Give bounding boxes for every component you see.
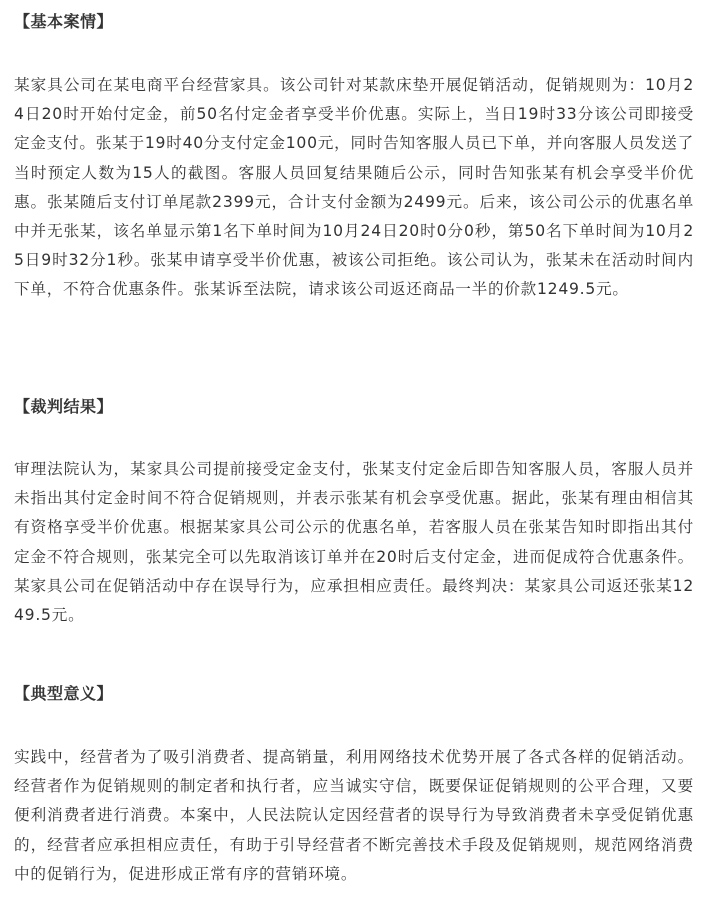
section-heading-significance: 【典型意义】 <box>14 684 114 703</box>
section-heading-basic-facts: 【基本案情】 <box>14 12 114 31</box>
section-heading-judgment: 【裁判结果】 <box>14 397 114 416</box>
section-body-basic-facts: 某家具公司在某电商平台经营家具。该公司针对某款床垫开展促销活动，促销规则为：10月24日20时开始付定金，前50名付定金者享受半价优惠。实际上，当日19时33分该公司即接受定金支付。张某于19时40分支付定金100元，同时告知客服人员已下单，并向客服人员发送了当时预定人数为15人的截图。客服人员回复结果随后公示，同时告知张某有机会享受半价优惠。张某随后支付订单尾款2399元，合计支付金额为2499元。后来，该公司公示的优惠名单中并无张某，该名单显示第1名下单时间为10月24日20时0分0秒，第50名下单时间为10月25日9时32分1秒。张某申请享受半价优惠，被该公司拒绝。该公司认为，张某未在活动时间内下单，不符合优惠条件。张某诉至法院，请求该公司返还商品一半的价款1249.5元。 <box>14 76 694 299</box>
section-body-significance: 实践中，经营者为了吸引消费者、提高销量，利用网络技术优势开展了各式各样的促销活动。经营者作为促销规则的制定者和执行者，应当诚实守信，既要保证促销规则的公平合理，又要便利消费者进行消费。本案中，人民法院认定因经营者的误导行为导致消费者未享受促销优惠的，经营者应承担相应责任，有助于引导经营者不断完善技术手段及促销规则，规范网络消费中的促销行为，促进形成正常有序的营销环境。 <box>14 748 694 883</box>
section-body-judgment: 审理法院认为，某家具公司提前接受定金支付，张某支付定金后即告知客服人员，客服人员并未指出其付定金时间不符合促销规则，并表示张某有机会享受优惠。据此，张某有理由相信其有资格享受半价优惠。根据某家具公司公示的优惠名单，若客服人员在张某告知时即指出其付定金不符合规则，张某完全可以先取消该订单并在20时后支付定金，进而促成符合优惠条件。某家具公司在促销活动中存在误导行为，应承担相应责任。最终判决：某家具公司返还张某1249.5元。 <box>14 460 694 625</box>
